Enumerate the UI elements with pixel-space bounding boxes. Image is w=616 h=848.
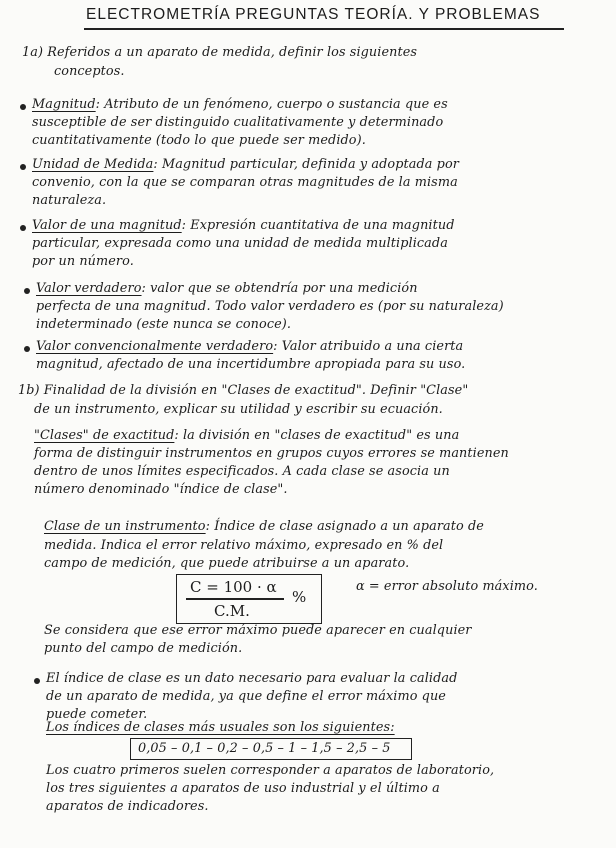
def-magnitud-line-2: susceptible de ser distinguido cualitativamente y determinado — [32, 115, 444, 130]
indice-closing-line-1: Los cuatro primeros suelen corresponder a aparatos de laboratorio, — [46, 763, 495, 778]
formula-numerator: C = 100 · α — [190, 578, 277, 596]
def-valor-line-1: Valor de una magnitud: Expresión cuantitativa de una magnitud — [32, 218, 455, 233]
page-title: ELECTROMETRÍA PREGUNTAS TEORÍA. Y PROBLEMAS — [86, 6, 541, 23]
section-b-line-2: de un instrumento, explicar su utilidad y escribir su ecuación. — [34, 402, 443, 417]
section-b-line-1: 1b) Finalidad de la división en "Clases de exactitud". Definir "Clase" — [18, 383, 469, 398]
def-verdadero-line-1: Valor verdadero: valor que se obtendría por una medición — [36, 281, 418, 296]
clase-instrumento-line-1: Clase de un instrumento: Índice de clase asignado a un aparato de — [44, 519, 484, 534]
clase-instrumento-term: Clase de un instrumento — [44, 519, 206, 534]
def-convencional-line-2: magnitud, afectado de una incertidumbre apropiada para su uso. — [36, 357, 466, 372]
formula-fraction-bar — [186, 598, 284, 600]
title-underline — [84, 28, 564, 30]
def-term: Valor convencionalmente verdadero — [36, 339, 274, 354]
def-term: Valor verdadero — [36, 281, 142, 296]
indice-closing-line-3: aparatos de indicadores. — [46, 799, 209, 814]
indice-closing-line-2: los tres siguientes a aparatos de uso industrial y el último a — [46, 781, 440, 796]
indice-usual-intro: Los índices de clases más usuales son los siguientes: — [46, 720, 395, 735]
def-term: Valor de una magnitud — [32, 218, 182, 233]
def-magnitud-line-3: cuantitativamente (todo lo que puede ser medido). — [32, 133, 366, 148]
formula-legend: α = error absoluto máximo. — [356, 579, 538, 594]
bullet-dot — [24, 346, 30, 352]
clases-line-4: número denominado "índice de clase". — [34, 482, 288, 497]
def-unidad-line-3: naturaleza. — [32, 193, 107, 208]
def-magnitud-line-1: Magnitud: Atributo de un fenómeno, cuerpo o sustancia que es — [32, 97, 448, 112]
indice-line-3: puede cometer. — [46, 707, 148, 722]
formula-note-line-2: punto del campo de medición. — [44, 641, 243, 656]
formula-note-line-1: Se considera que ese error máximo puede aparecer en cualquier — [44, 623, 472, 638]
indice-line-2: de un aparato de medida, ya que define el error máximo que — [46, 689, 446, 704]
clases-line-1: "Clases" de exactitud: la división en "clases de exactitud" es una — [34, 428, 460, 443]
section-a-line-2: conceptos. — [54, 64, 125, 79]
bullet-dot — [20, 225, 26, 231]
section-a-line-1: 1a) Referidos a un aparato de medida, definir los siguientes — [22, 45, 418, 60]
clase-instrumento-line-2: medida. Indica el error relativo máximo, expresado en % del — [44, 538, 444, 553]
formula-denominator: C.M. — [214, 602, 250, 620]
bullet-dot — [20, 104, 26, 110]
formula-unit: % — [292, 588, 307, 606]
def-verdadero-line-3: indeterminado (este nunca se conoce). — [36, 317, 292, 332]
def-valor-line-2: particular, expresada como una unidad de medida multiplicada — [32, 236, 448, 251]
usual-values: 0,05 – 0,1 – 0,2 – 0,5 – 1 – 1,5 – 2,5 – 5 — [138, 741, 391, 756]
clases-term: "Clases" de exactitud — [34, 428, 175, 443]
def-term: Unidad de Medida — [32, 157, 154, 172]
clase-instrumento-line-3: campo de medición, que puede atribuirse a un aparato. — [44, 556, 410, 571]
bullet-dot — [34, 678, 40, 684]
def-valor-line-3: por un número. — [32, 254, 134, 269]
clases-line-3: dentro de unos límites especificados. A cada clase se asocia un — [34, 464, 450, 479]
bullet-dot — [24, 288, 30, 294]
def-unidad-line-2: convenio, con la que se comparan otras magnitudes de la misma — [32, 175, 458, 190]
def-verdadero-line-2: perfecta de una magnitud. Todo valor verdadero es (por su naturaleza) — [36, 299, 504, 314]
clases-line-2: forma de distinguir instrumentos en grupos cuyos errores se mantienen — [34, 446, 509, 461]
bullet-dot — [20, 164, 26, 170]
indice-line-1: El índice de clase es un dato necesario para evaluar la calidad — [46, 671, 458, 686]
def-unidad-line-1: Unidad de Medida: Magnitud particular, definida y adoptada por — [32, 157, 459, 172]
def-term: Magnitud — [32, 97, 96, 112]
def-convencional-line-1: Valor convencionalmente verdadero: Valor atribuido a una cierta — [36, 339, 464, 354]
